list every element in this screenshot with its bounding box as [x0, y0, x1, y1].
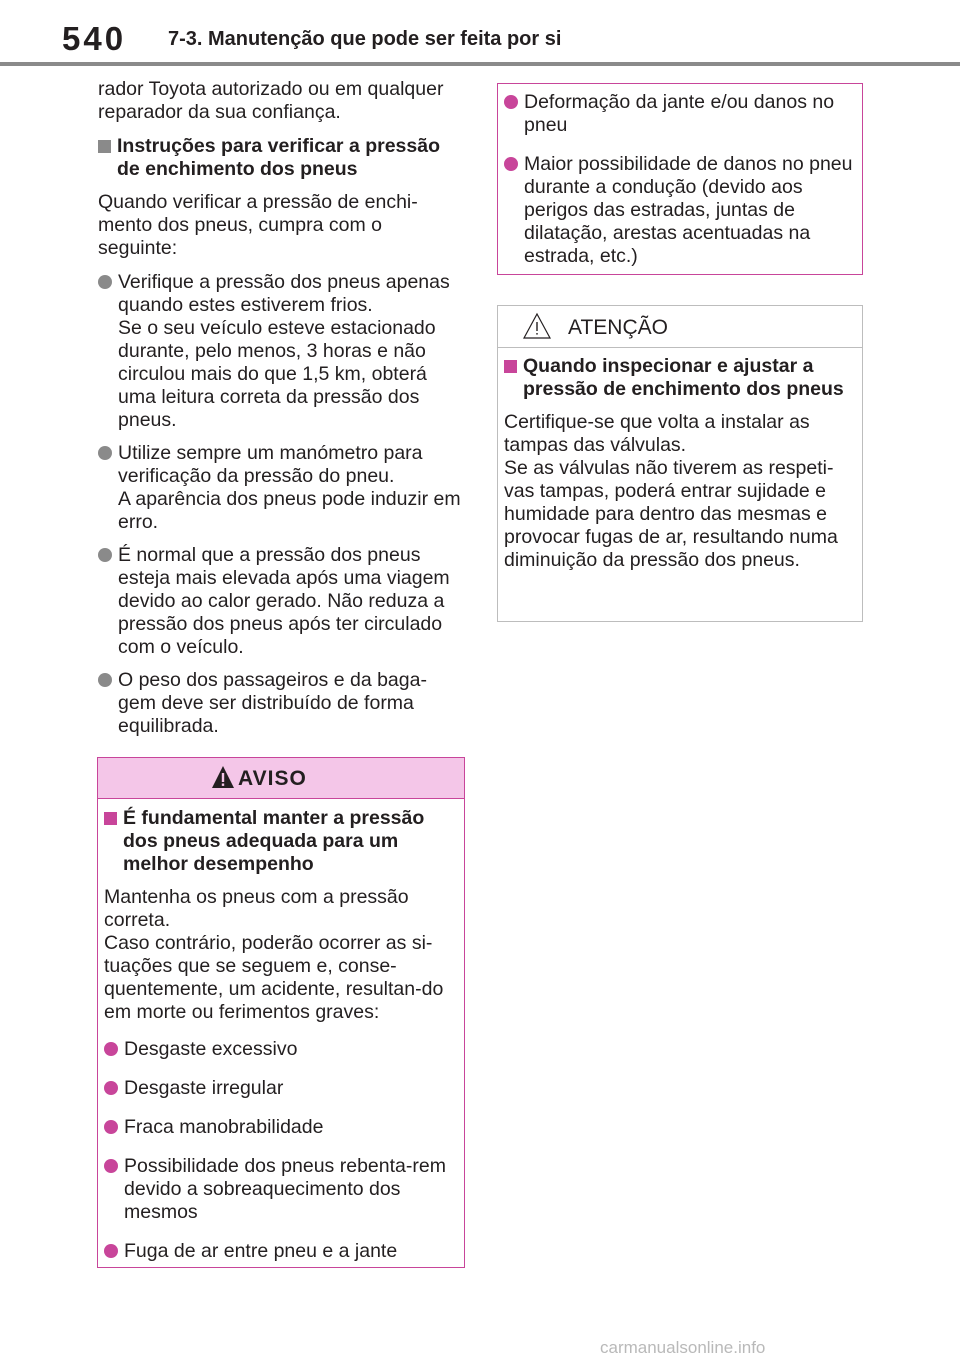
list-item: Possibilidade dos pneus rebenta-rem devido a sobreaquecimento dos mesmos — [104, 1155, 458, 1224]
aviso-para-2: Caso contrário, poderão ocorrer as si-tuações que se seguem e, conse-quentemente, um acidente, resultan-do em morte ou ferimentos graves: — [104, 932, 444, 1023]
list-item: Fraca manobrabilidade — [104, 1116, 458, 1139]
aviso-title: AVISO — [238, 767, 307, 790]
section-heading: Instruções para verificar a pressão de enchimento dos pneus — [98, 135, 463, 181]
header-divider — [0, 62, 960, 66]
list-item: É normal que a pressão dos pneus esteja mais elevada após uma viagem devido ao calor gerado. Não reduza a pressão dos pneus após ter circulado com o veículo. — [98, 544, 463, 659]
atencao-title: ATENÇÃO — [568, 316, 668, 339]
bullet-note: Se o seu veículo esteve estacionado durante, pelo menos, 3 horas e não circulou mais do que 1,5 km, obterá uma leitura correta da pressão dos pneus. — [118, 317, 436, 431]
atencao-body — [498, 348, 862, 572]
bullet-text: Verifique a pressão dos pneus apenas quando estes estiverem frios. — [118, 271, 450, 316]
aviso-warning-box — [97, 757, 465, 1268]
page-header — [0, 0, 960, 70]
atencao-header — [498, 306, 862, 348]
warning-triangle-icon — [211, 764, 235, 790]
aviso-header — [98, 758, 464, 799]
atencao-paragraph — [504, 411, 856, 572]
bullet-note: A aparência dos pneus pode induzir em erro. — [118, 488, 461, 533]
instructions-paragraph: Quando verificar a pressão de enchi-mento dos pneus, cumpra com o seguinte: — [98, 191, 418, 259]
atencao-para-2: Se as válvulas não tiverem as respeti-vas tampas, poderá entrar sujidade e humidade para dentro das mesmas e provocar fugas de ar, resultando numa diminuição da pressão dos pneus. — [504, 457, 838, 571]
list-item: Desgaste excessivo — [104, 1038, 458, 1061]
bullet-text: Utilize sempre um manómetro para verificação da pressão do pneu. — [118, 442, 423, 487]
left-column — [98, 78, 463, 748]
list-item: Deformação da jante e/ou danos no pneu — [504, 91, 854, 137]
aviso-paragraph — [104, 886, 458, 1024]
aviso-body — [98, 799, 464, 1263]
atencao-heading: Quando inspecionar e ajustar a pressão de enchimento dos pneus — [504, 355, 856, 401]
page-number: 540 — [62, 20, 127, 57]
list-item — [98, 271, 463, 432]
section-title: 7-3. Manutenção que pode ser feita por si — [168, 28, 562, 50]
list-item: Fuga de ar entre pneu e a jante — [104, 1240, 458, 1263]
caution-triangle-icon — [523, 312, 551, 340]
aviso-continued-box — [497, 83, 863, 275]
intro-paragraph: rador Toyota autorizado ou em qualquer reparador da sua confiança. — [98, 78, 444, 123]
list-item: Maior possibilidade de danos no pneu durante a condução (devido aos perigos das estradas, juntas de dilatação, arestas acentuadas na estrada, etc.) — [504, 153, 854, 268]
watermark: carmanualsonline.info — [600, 1338, 766, 1357]
list-item: O peso dos passageiros e da baga-gem deve ser distribuído de forma equilibrada. — [98, 669, 463, 738]
atencao-caution-box — [497, 305, 863, 622]
list-item — [98, 442, 463, 534]
aviso-para-1: Mantenha os pneus com a pressão correta. — [104, 886, 409, 931]
list-item: Desgaste irregular — [104, 1077, 458, 1100]
atencao-para-1: Certifique-se que volta a instalar as tampas das válvulas. — [504, 411, 810, 456]
aviso-heading: É fundamental manter a pressão dos pneus adequada para um melhor desempenho — [104, 807, 458, 876]
